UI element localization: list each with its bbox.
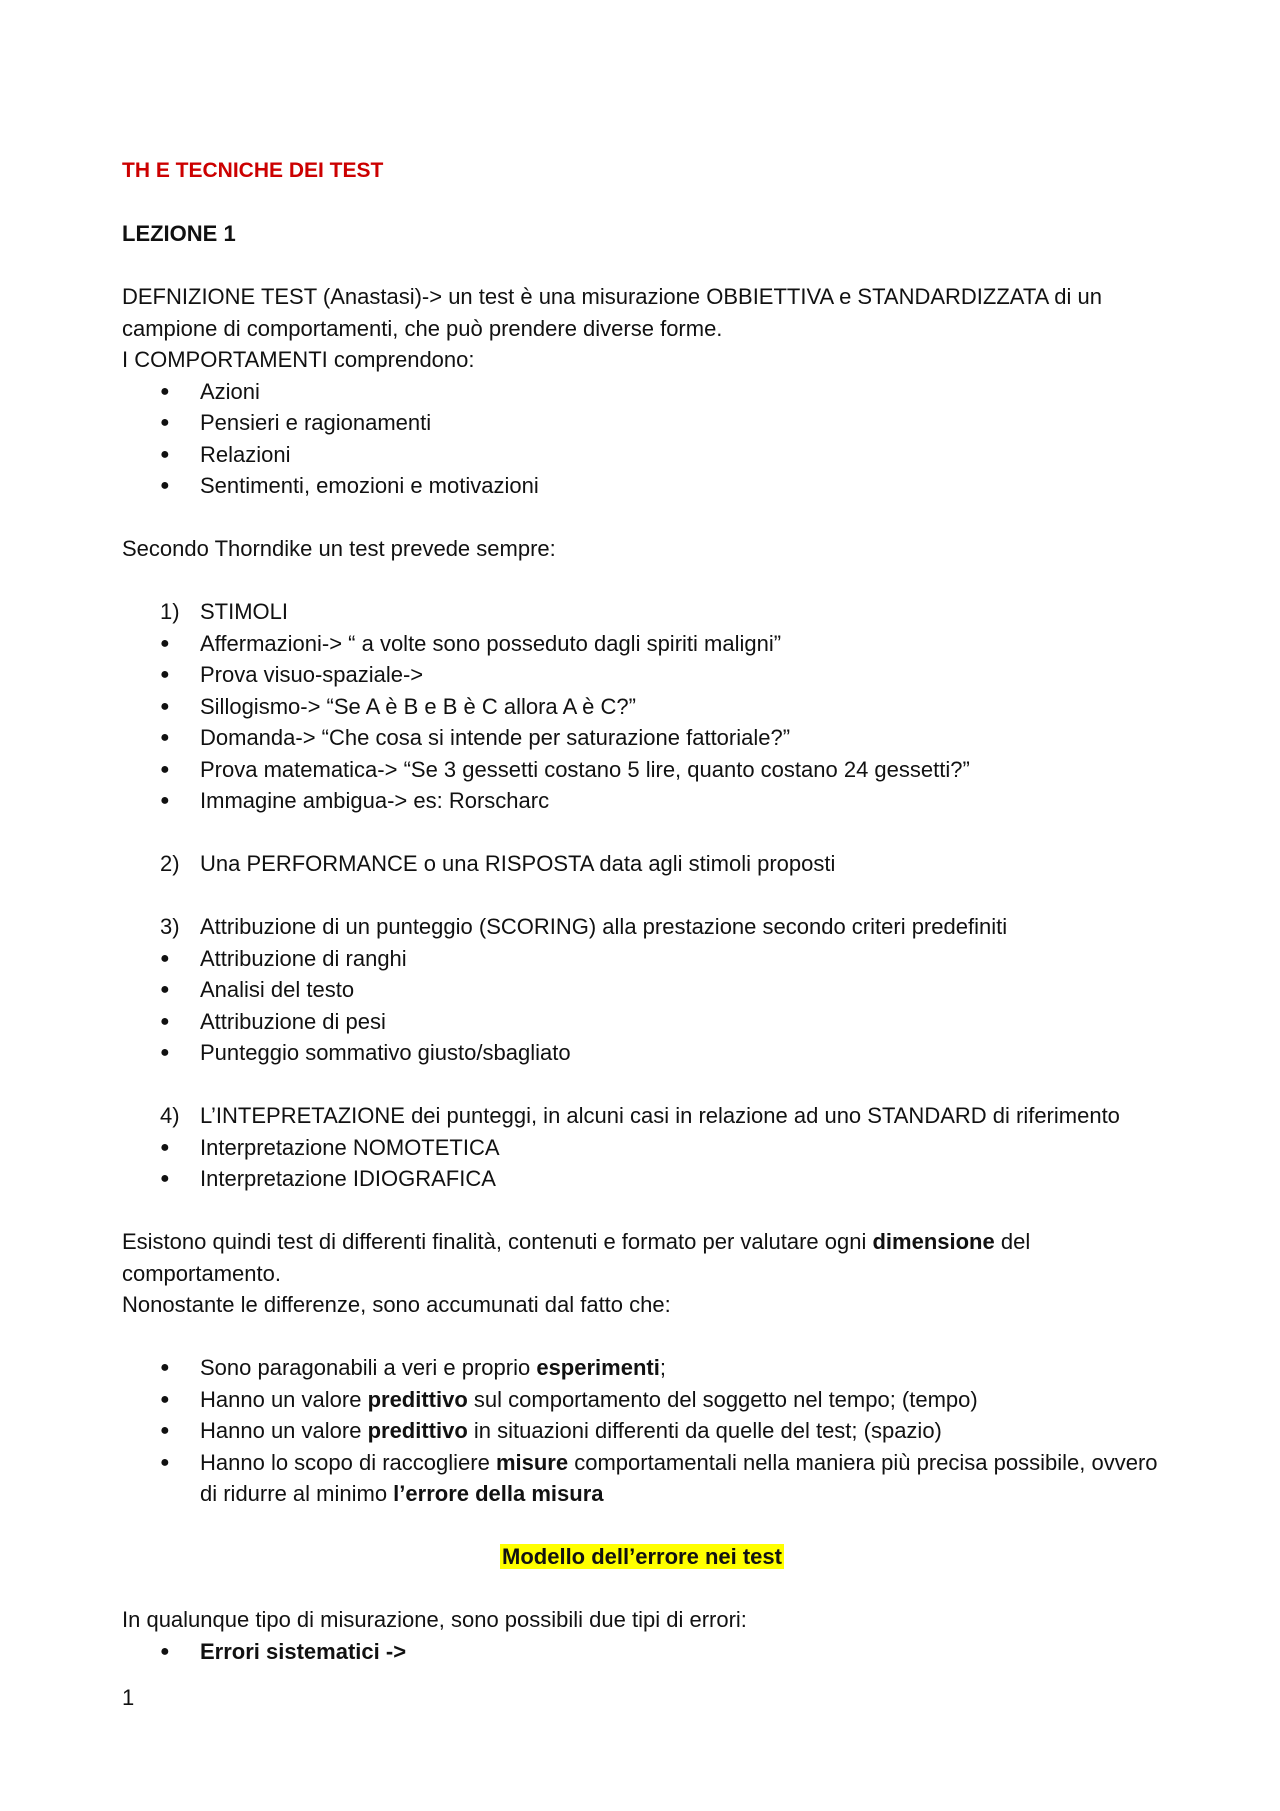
bullet-icon: ●	[160, 1138, 170, 1156]
bullet-icon: ●	[160, 414, 170, 431]
step-4-bullets	[122, 1132, 1162, 1195]
lesson-heading: LEZIONE 1	[122, 221, 236, 246]
list-item: ● Affermazioni-> “ a volte sono posseduto dagli spiriti maligni”	[122, 628, 1162, 660]
bullet-icon: ●	[160, 1390, 170, 1408]
bullet-icon: ●	[160, 445, 170, 463]
list-item: ● Sentimenti, emozioni e motivazioni	[122, 470, 1162, 502]
bullet-icon: ●	[160, 1359, 170, 1376]
list-item: ● Analisi del testo	[122, 974, 1162, 1006]
conclusion-paragraph: Esistono quindi test di differenti finalità, contenuti e formato per valutare ogni dimensione del comportamento.	[122, 1229, 1031, 1286]
bullet-icon: ●	[160, 729, 170, 746]
errors-intro: In qualunque tipo di misurazione, sono possibili due tipi di errori:	[122, 1607, 747, 1632]
list-item: ● Errori sistematici ->	[122, 1636, 1162, 1668]
behaviors-intro: I COMPORTAMENTI comprendono:	[122, 347, 475, 372]
commonalities-list	[122, 1352, 1162, 1510]
list-item: ● Hanno lo scopo di raccogliere misure comportamentali nella maniera più precisa possibile, ovvero di ridurre al minimo l’errore della misura	[122, 1447, 1162, 1510]
list-item: ● Immagine ambigua-> es: Rorscharc	[122, 785, 1162, 817]
list-item: ● Interpretazione IDIOGRAFICA	[122, 1163, 1162, 1195]
list-item: ● Pensieri e ragionamenti	[122, 407, 1162, 439]
list-item: ● Attribuzione di ranghi	[122, 943, 1162, 975]
step-3-bullets	[122, 943, 1162, 1069]
bullet-icon: ●	[160, 1012, 170, 1030]
list-item: ● Hanno un valore predittivo in situazioni differenti da quelle del test; (spazio)	[122, 1415, 1162, 1447]
bullet-icon: ●	[160, 1453, 170, 1471]
thorndike-intro: Secondo Thorndike un test prevede sempre:	[122, 536, 556, 561]
list-item: ● Attribuzione di pesi	[122, 1006, 1162, 1038]
document-content	[122, 155, 1162, 1667]
error-types-list	[122, 1636, 1162, 1668]
bullet-icon: ●	[160, 1044, 170, 1061]
section-heading: Modello dell’errore nei test	[502, 1544, 782, 1569]
behaviors-list	[122, 376, 1162, 502]
bullet-icon: ●	[160, 666, 170, 683]
bullet-icon: ●	[160, 1422, 170, 1439]
bullet-icon: ●	[160, 949, 170, 967]
list-item: ● Hanno un valore predittivo sul comportamento del soggetto nel tempo; (tempo)	[122, 1384, 1162, 1416]
step-item: 3) Attribuzione di un punteggio (SCORING) alla prestazione secondo criteri predefiniti	[160, 914, 1008, 939]
step-item: 4) L’INTEPRETAZIONE dei punteggi, in alcuni casi in relazione ad uno STANDARD di riferimento	[160, 1103, 1120, 1128]
list-item: ● Prova matematica-> “Se 3 gessetti costano 5 lire, quanto costano 24 gessetti?”	[122, 754, 1162, 786]
bullet-icon: ●	[160, 981, 170, 998]
bullet-icon: ●	[160, 1642, 170, 1660]
definition-paragraph: DEFNIZIONE TEST (Anastasi)-> un test è una misurazione OBBIETTIVA e STANDARDIZZATA di un campione di comportamenti, che può prendere diverse forme.	[122, 284, 1102, 341]
list-item: ● Sillogismo-> “Se A è B e B è C allora A è C?”	[122, 691, 1162, 723]
bullet-icon: ●	[160, 760, 170, 778]
list-item: ● Interpretazione NOMOTETICA	[122, 1132, 1162, 1164]
bullet-icon: ●	[160, 477, 170, 494]
list-item: ● Sono paragonabili a veri e proprio esperimenti;	[122, 1352, 1162, 1384]
bullet-icon: ●	[160, 792, 170, 809]
bullet-icon: ●	[160, 1170, 170, 1187]
document-title: TH E TECNICHE DEI TEST	[122, 159, 384, 182]
step-item: 2) Una PERFORMANCE o una RISPOSTA data agli stimoli proposti	[160, 851, 836, 876]
bullet-icon: ●	[160, 697, 170, 715]
list-item: ● Relazioni	[122, 439, 1162, 471]
list-item: ● Azioni	[122, 376, 1162, 408]
page-number: 1	[122, 1685, 135, 1710]
step-item: 1) STIMOLI	[160, 599, 289, 624]
bullet-icon: ●	[160, 634, 170, 652]
list-item: ● Domanda-> “Che cosa si intende per saturazione fattoriale?”	[122, 722, 1162, 754]
step-1-bullets	[122, 628, 1162, 817]
bullet-icon: ●	[160, 382, 170, 400]
differences-intro: Nonostante le differenze, sono accumunati dal fatto che:	[122, 1292, 671, 1317]
list-item: ● Prova visuo-spaziale->	[122, 659, 1162, 691]
list-item: ● Punteggio sommativo giusto/sbagliato	[122, 1037, 1162, 1069]
